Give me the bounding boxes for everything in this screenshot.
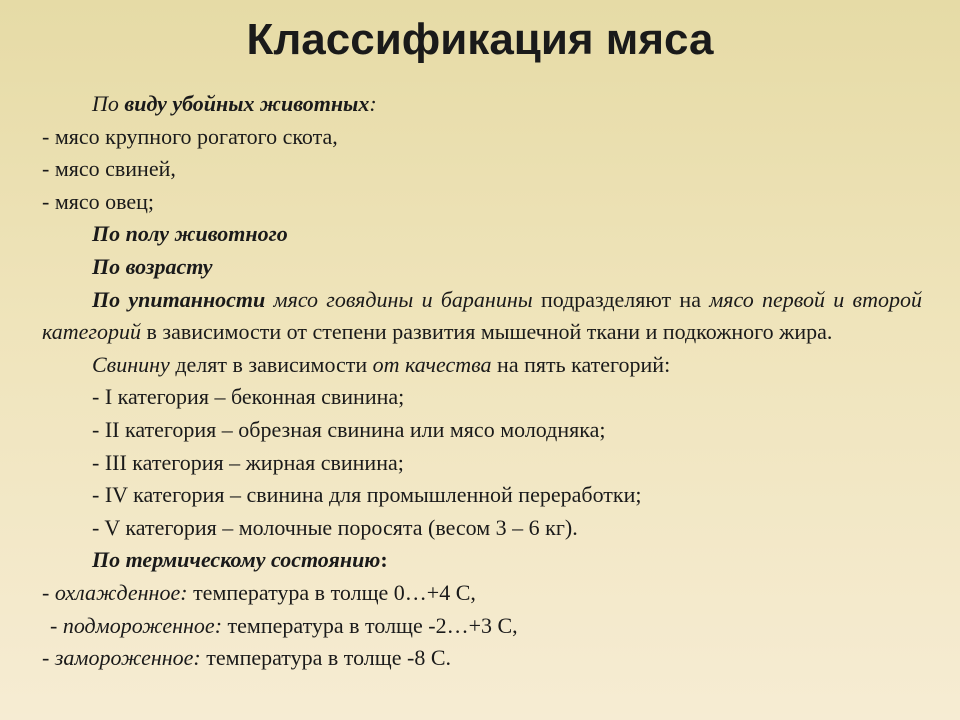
list-item (42, 577, 922, 610)
section-age-heading: По возрасту (92, 253, 213, 279)
item-term: охлажденное: (54, 579, 188, 605)
item-term: подмороженное: (62, 612, 223, 638)
slide-body (42, 88, 922, 675)
item-dash: - (42, 645, 55, 671)
list-item: - II категория – обрезная свинина или мясо молодняка; (92, 416, 606, 442)
fatness-italic-2: мясо первой и второй категорий (42, 286, 922, 345)
species-suffix: : (369, 91, 377, 116)
list-item: - мясо свиней, (42, 156, 176, 182)
list-item: - мясо овец; (42, 188, 155, 214)
section-thermal-heading (42, 544, 922, 577)
species-prefix: По (92, 91, 125, 116)
list-item: - I категория – беконная свинина; (92, 384, 405, 410)
section-sex-heading: По полу животного (92, 221, 288, 247)
pork-intro (42, 349, 922, 382)
item-text: температура в толще -2…+3 С, (222, 612, 518, 638)
species-heading-text: виду убойных животных (124, 91, 370, 116)
fatness-heading: По упитанности (92, 286, 266, 312)
item-text: температура в толще -8 С. (200, 645, 451, 671)
fatness-italic-1: мясо говядины и баранины (265, 286, 533, 312)
page-title: Классификация мяса (246, 15, 714, 64)
pork-text-1: делят в зависимости (169, 351, 373, 377)
list-item: - мясо крупного рогатого скота, (42, 123, 338, 149)
item-text: температура в толще 0…+4 С, (187, 579, 476, 605)
item-term: замороженное: (54, 645, 201, 671)
list-item (42, 642, 922, 675)
list-item: - IV категория – свинина для промышленной переработки; (92, 482, 642, 508)
thermal-heading-text: По термическому состоянию (92, 547, 381, 573)
section-fatness-paragraph (42, 284, 922, 349)
pork-italic-1: Свинину (92, 351, 170, 377)
section-species-heading (42, 88, 922, 121)
pork-text-2: на пять категорий: (491, 351, 671, 377)
fatness-text-2: в зависимости от степени развития мышечной ткани и подкожного жира. (140, 319, 833, 345)
item-dash: - (42, 579, 55, 605)
item-dash: - (50, 612, 63, 638)
pork-italic-2: от качества (372, 351, 492, 377)
list-item: - III категория – жирная свинина; (92, 449, 404, 475)
thermal-suffix: : (380, 547, 388, 573)
fatness-text-1: подразделяют на (532, 286, 710, 312)
list-item (42, 610, 922, 643)
list-item: - V категория – молочные поросята (весом 3 – 6 кг). (92, 514, 578, 540)
